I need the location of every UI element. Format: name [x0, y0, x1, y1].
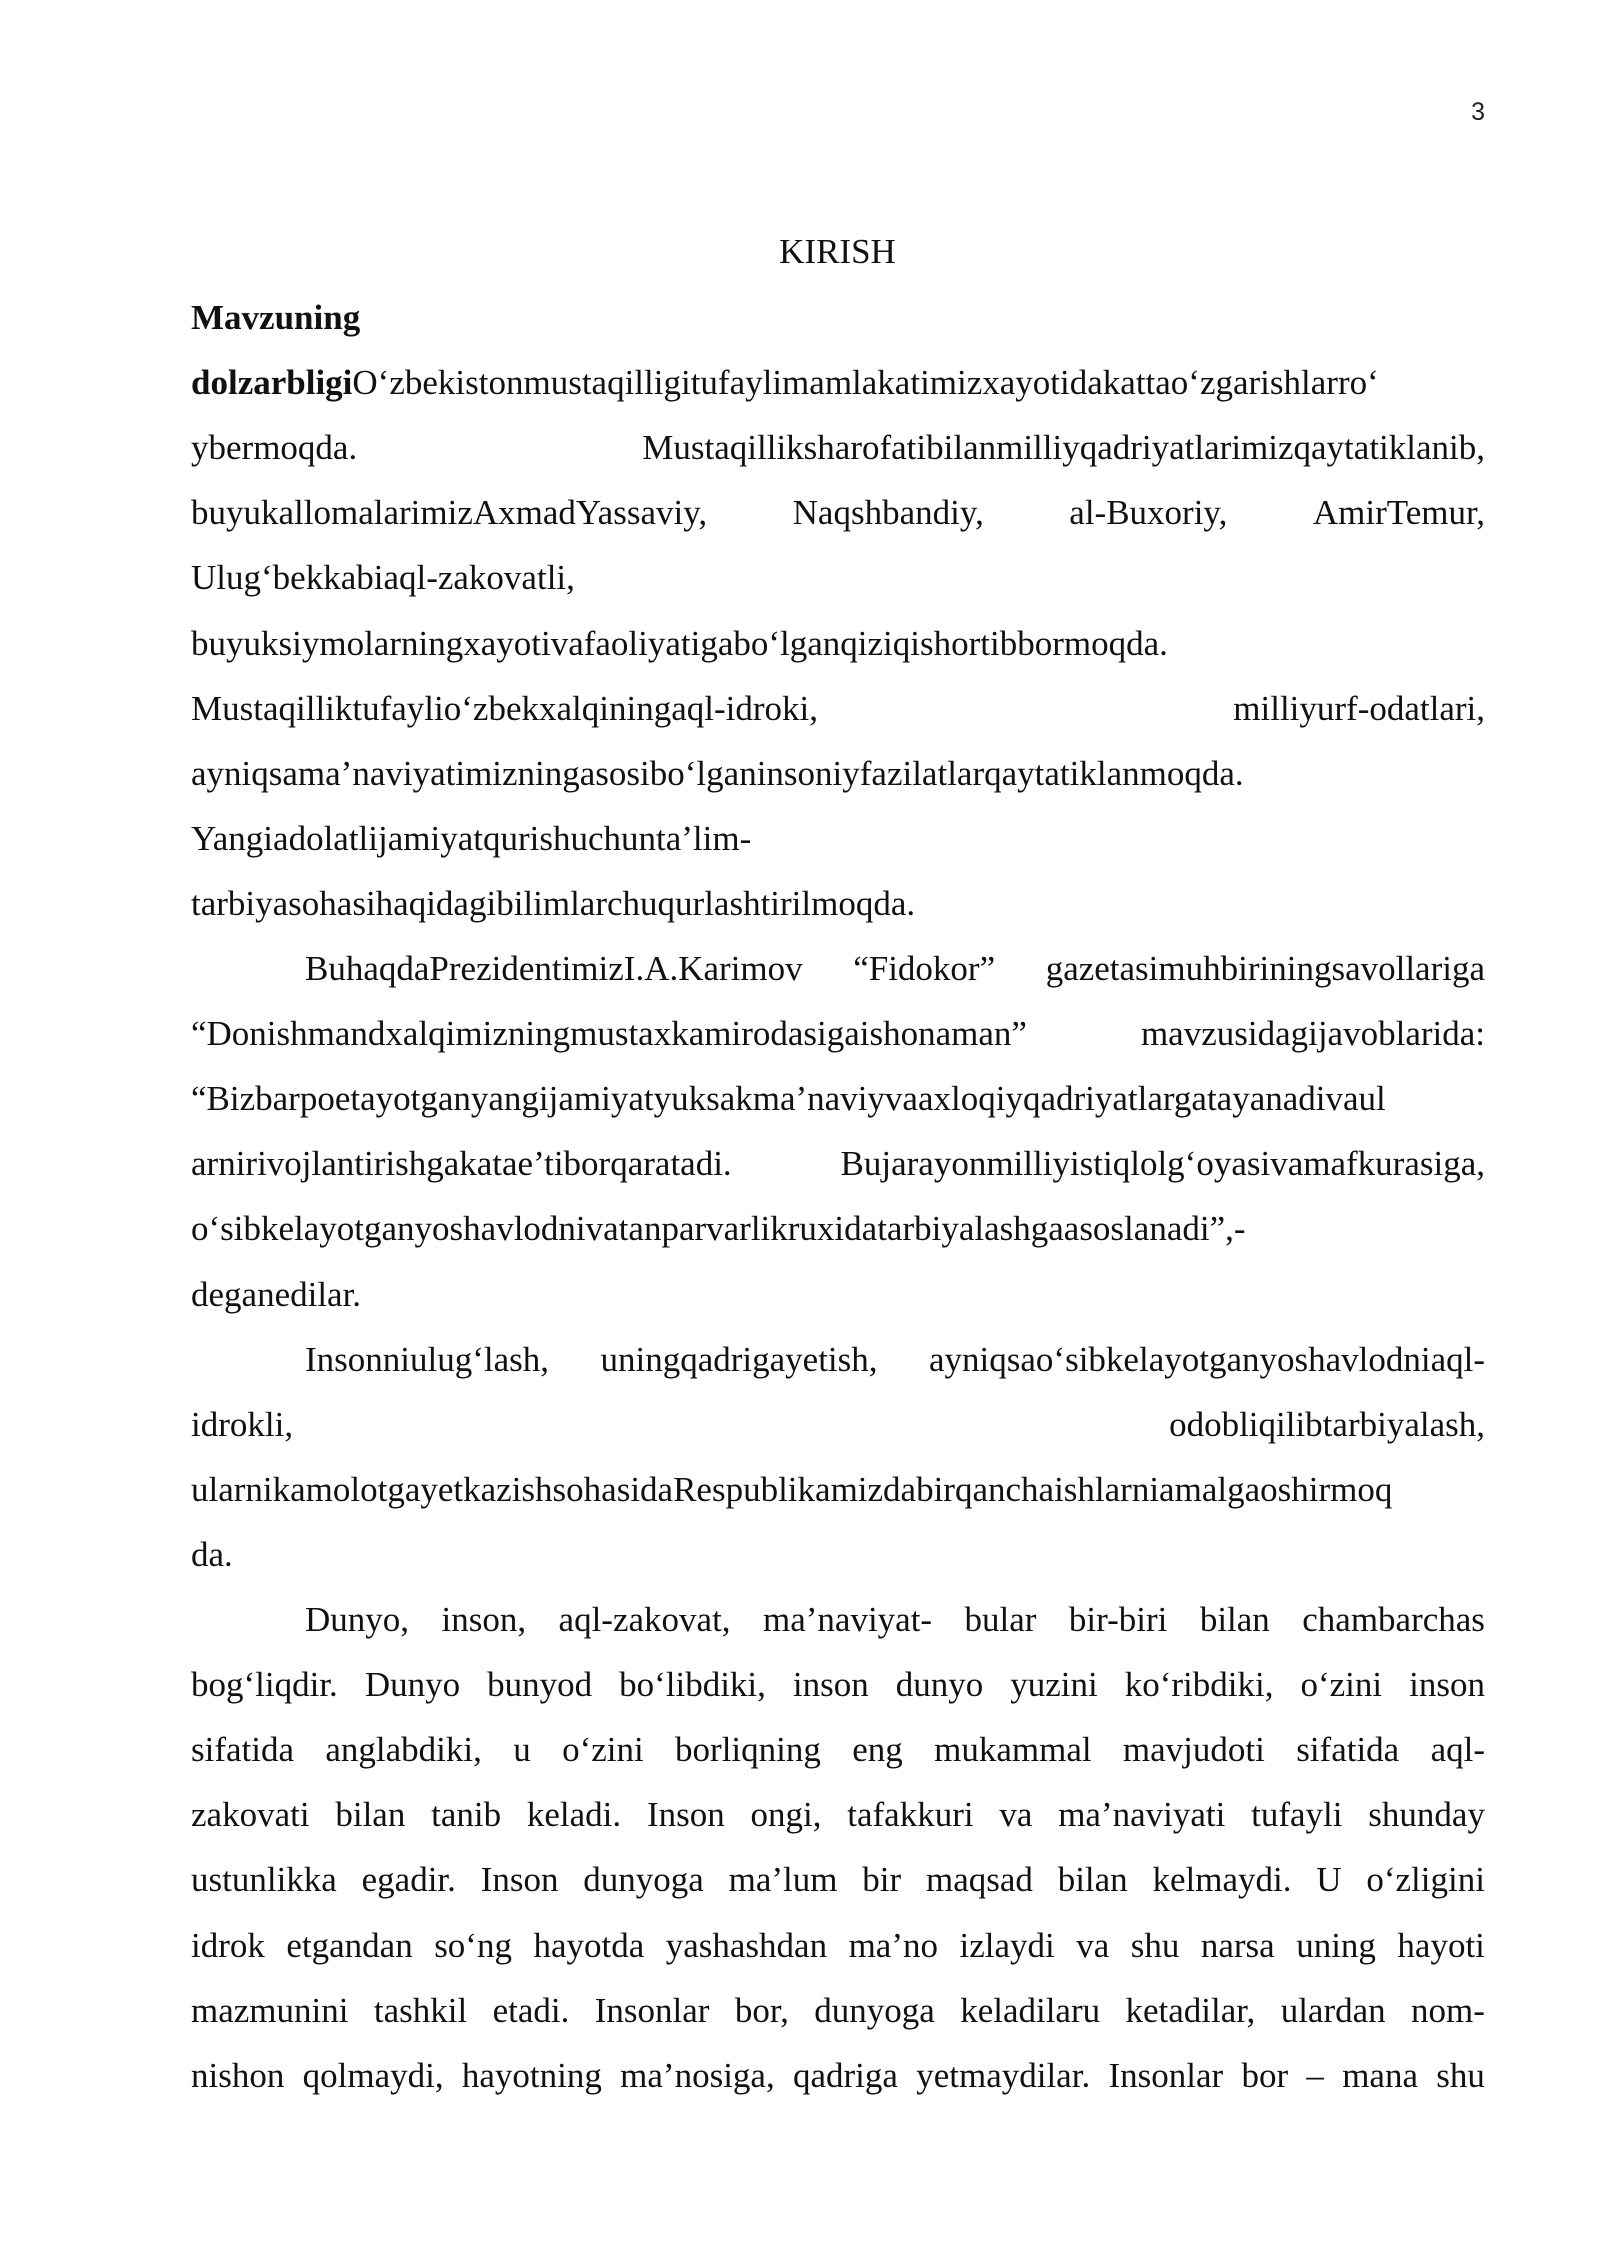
text-word: bo‘libdiki, [619, 1665, 766, 1705]
text-word: o‘zini [562, 1730, 644, 1770]
text-word: “Donishmandxalqimizningmustaxkamirodasigaishonaman” [191, 1014, 1027, 1054]
text-word: bilan [1057, 1860, 1128, 1900]
text-word: odobliqilibtarbiyalash, [1169, 1404, 1485, 1444]
text-segment: O‘zbekistonmustaqilligitufaylimamlakatimizxayotidakattao‘zgarishlarro‘ [352, 363, 1379, 403]
text-line [191, 1012, 1485, 1056]
text-word: hayotning [461, 2055, 602, 2095]
text-word: izlaydi [959, 1925, 1055, 1965]
text-line: tarbiyasohasihaqidagibilimlarchuqurlashtirilmoqda. [191, 883, 916, 923]
text-word: keladilaru [960, 1990, 1101, 2030]
text-word: ayniqsao‘sibkelayotganyoshavlodniaql- [929, 1339, 1485, 1379]
text-word: shunday [1368, 1795, 1485, 1835]
text-word: qadriga [792, 2055, 898, 2095]
text-line [191, 361, 1485, 405]
text-word: Mustaqilliksharofatibilanmilliyqadriyatlarimizqaytatiklanib, [642, 428, 1485, 468]
text-line [191, 1989, 1485, 2033]
text-word: bor, [734, 1990, 789, 2030]
text-word: idrokli, [191, 1404, 294, 1444]
text-word: shu [1436, 2055, 1485, 2095]
text-word: nishon [191, 2055, 285, 2095]
text-word: arnirivojlantirishgakatae’tiborqaratadi. [191, 1144, 732, 1184]
text-word: etgandan [286, 1925, 413, 1965]
text-word: inson [792, 1665, 869, 1705]
text-word: U [1316, 1860, 1342, 1900]
text-word: chambarchas [1302, 1600, 1485, 1639]
text-word: maqsad [925, 1860, 1033, 1900]
text-word: nom- [1411, 1990, 1485, 2030]
text-word: bilan [1199, 1600, 1270, 1639]
text-word: bilan [335, 1795, 406, 1835]
text-line: da. [191, 1534, 233, 1574]
text-word: uning [1296, 1925, 1376, 1965]
text-line [191, 1728, 1485, 1772]
text-word: aql-zakovat, [558, 1600, 731, 1639]
text-word: tanib [431, 1795, 502, 1835]
text-word: bir-biri [1068, 1600, 1168, 1639]
text-word: yuzini [1010, 1665, 1098, 1705]
text-word: ma’nosiga, [620, 2055, 775, 2095]
text-word: o‘zligini [1366, 1860, 1485, 1900]
text-word: Inson [646, 1795, 725, 1835]
text-word: buyukallomalarimizAxmadYassaviy, [191, 493, 708, 533]
text-word: eng [852, 1730, 903, 1770]
text-word: Insonlar [594, 1990, 710, 2030]
text-word: va [1076, 1925, 1110, 1965]
text-word: gazetasimuhbiriningsavollariga [1045, 949, 1485, 988]
text-word: yashashdan [665, 1925, 828, 1965]
text-word: inson [1409, 1665, 1485, 1705]
text-line [305, 1338, 1485, 1382]
text-word: dunyoga [814, 1990, 935, 2030]
text-line: ayniqsama’naviyatimizningasosibo‘lganinsoniyfazilatlarqaytatiklanmoqda. [191, 753, 1244, 793]
text-word: aql- [1430, 1730, 1485, 1770]
bold-term: dolzarbligi [191, 363, 353, 403]
text-line [191, 1142, 1485, 1186]
text-line: buyuksiymolarningxayotivafaoliyatigabo‘lganqiziqishortibbormoqda. [191, 623, 1168, 663]
text-word: sifatida [191, 1730, 295, 1770]
text-word: yetmaydilar. [916, 2055, 1091, 2095]
text-word: bir [862, 1860, 902, 1900]
text-line [191, 296, 1485, 340]
text-word: Dunyo, [305, 1600, 410, 1639]
text-line [191, 1403, 1485, 1447]
text-line [191, 1858, 1485, 1902]
text-word: BuhaqdaPrezidentimizI.A.Karimov [305, 949, 803, 988]
text-word: ybermoqda. [191, 428, 358, 468]
text-word: uningqadrigayetish, [600, 1339, 878, 1379]
text-word: – [1306, 2055, 1324, 2095]
text-line [191, 1924, 1485, 1968]
text-word: Mustaqilliktufaylio‘zbekxalqiningaql-idroki, [191, 688, 818, 728]
text-word: bunyod [487, 1665, 593, 1705]
text-line: ularnikamolotgayetkazishsohasidaRespublikamizdabirqanchaishlarniamalgaoshirmoq [191, 1469, 1393, 1509]
text-word: Insonniulug‘lash, [305, 1339, 550, 1379]
text-word: Naqshbandiy, [792, 493, 984, 533]
text-word: egadir. [361, 1860, 456, 1900]
bold-term: Mavzuning [191, 298, 361, 337]
text-word: ma’no [848, 1925, 938, 1965]
text-word: ulardan [1280, 1990, 1386, 2030]
text-line: deganedilar. [191, 1274, 362, 1314]
text-line [191, 2054, 1485, 2098]
text-line [191, 687, 1485, 731]
text-word: anglabdiki, [325, 1730, 482, 1770]
text-line [305, 1598, 1485, 1642]
text-word: kelmaydi. [1152, 1860, 1292, 1900]
text-word: dunyo [895, 1665, 984, 1705]
text-word: borliqning [675, 1730, 821, 1770]
text-word: mavjudoti [1122, 1730, 1265, 1770]
text-word: ongi, [750, 1795, 822, 1835]
text-word: ustunlikka [191, 1860, 337, 1900]
text-line: o‘sibkelayotganyoshavlodnivatanparvarlikruxidatarbiyalashgaasoslanadi”,- [191, 1209, 1246, 1249]
text-word: bular [964, 1600, 1037, 1639]
page-title: KIRISH [779, 232, 896, 271]
text-line: “Bizbarpoetayotganyangijamiyatyuksakma’naviyvaaxloqiyqadriyatlargatayanadivaul [191, 1079, 1386, 1119]
text-line [305, 947, 1485, 991]
text-word: narsa [1200, 1925, 1275, 1965]
text-word: Dunyo [364, 1665, 461, 1705]
text-word: inson, [441, 1600, 527, 1639]
text-word: Inson [480, 1860, 559, 1900]
text-word: mavzusidagijavoblarida: [1140, 1014, 1485, 1054]
text-word: milliyurf-odatlari, [1233, 688, 1485, 728]
text-word: ko‘ribdiki, [1124, 1665, 1274, 1705]
text-word: ma’naviyat- [763, 1600, 933, 1639]
text-word: Insonlar [1108, 2055, 1224, 2095]
page-number: 3 [1471, 98, 1485, 126]
text-word: o‘zini [1300, 1665, 1383, 1705]
text-word: bog‘liqdir. [191, 1665, 338, 1705]
text-line [191, 1793, 1485, 1837]
text-word: mazmunini [191, 1990, 349, 2030]
text-word: tufayli [1251, 1795, 1343, 1835]
text-line [191, 491, 1485, 535]
text-word: mukammal [934, 1730, 1092, 1770]
text-word: dunyoga [583, 1860, 704, 1900]
text-word: “Fidokor” [853, 949, 996, 988]
text-word: so‘ng [434, 1925, 512, 1965]
text-word: ketadilar, [1125, 1990, 1256, 2030]
text-word: bor [1241, 2055, 1289, 2095]
text-word: idrok [191, 1925, 265, 1965]
text-word: etadi. [492, 1990, 570, 2030]
text-word: zakovati [191, 1795, 310, 1835]
text-word: tafakkuri [847, 1795, 974, 1835]
text-word: shu [1130, 1925, 1180, 1965]
text-word: sifatida [1296, 1730, 1400, 1770]
text-word: u [513, 1730, 531, 1770]
text-line: Yangiadolatlijamiyatqurishuchunta’lim- [191, 818, 752, 858]
text-word: hayotda [533, 1925, 645, 1965]
text-line [191, 426, 1485, 470]
text-word: va [999, 1795, 1033, 1835]
text-word: Bujarayonmilliyistiqlolg‘oyasivamafkurasiga, [840, 1144, 1485, 1184]
text-line [191, 1663, 1485, 1707]
text-word: AmirTemur, [1312, 493, 1485, 533]
text-line: Ulug‘bekkabiaql-zakovatli, [191, 558, 575, 598]
text-word: hayoti [1397, 1925, 1485, 1965]
text-word: tashkil [373, 1990, 468, 2030]
text-word: qolmaydi, [302, 2055, 444, 2095]
text-word: keladi. [526, 1795, 622, 1835]
text-word: mana [1342, 2055, 1418, 2095]
text-word: ma’lum [728, 1860, 838, 1900]
text-word: al-Buxoriy, [1069, 493, 1228, 533]
text-word: ma’naviyati [1058, 1795, 1226, 1835]
